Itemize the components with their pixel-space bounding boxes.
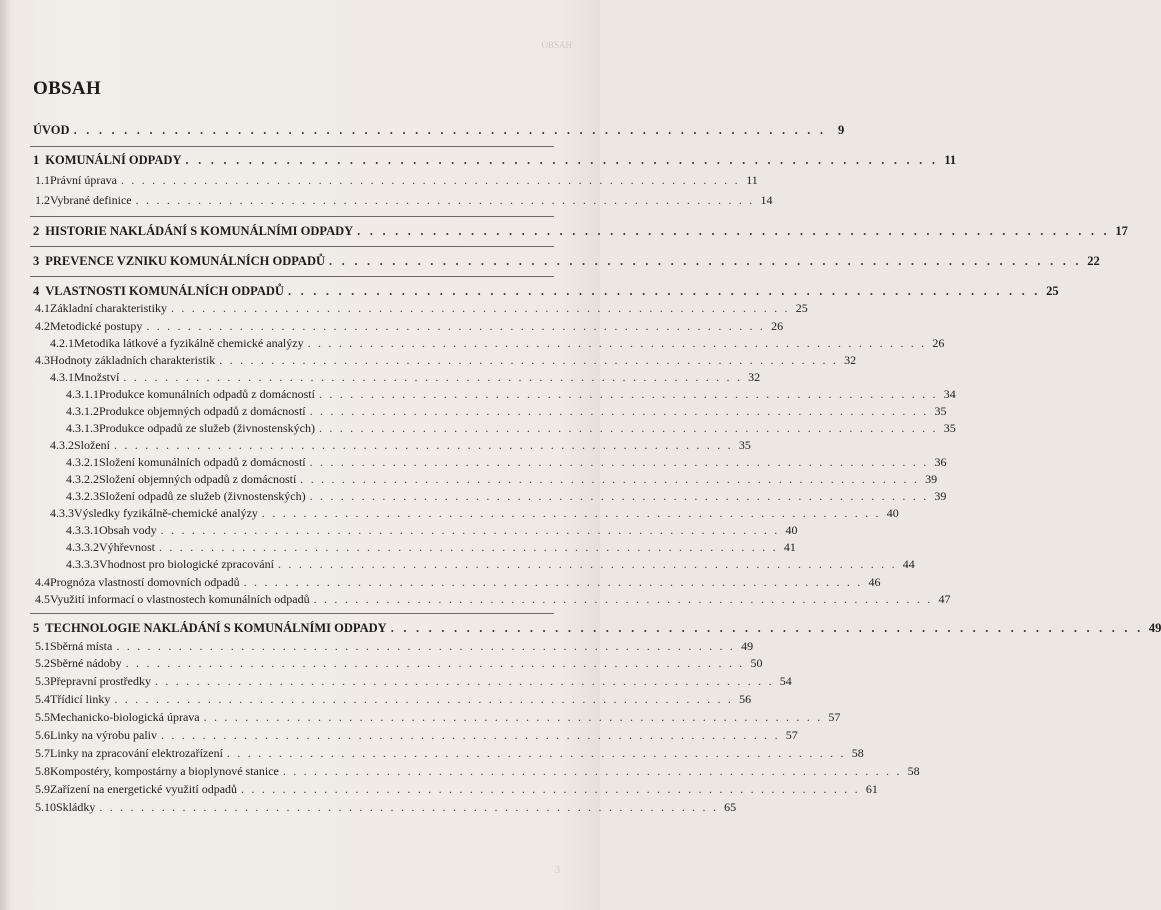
toc-entry-number: 1.1: [35, 173, 50, 187]
toc-entry-page: 46: [868, 575, 881, 589]
dot-leader: . . . . . . . . . . . . . . . . . . . . . . . . . . . . . . . . . . . . . . . . . . . . . . . . . . . . . . . . . . . .: [309, 455, 929, 469]
toc-entry[interactable]: [35, 710, 841, 726]
toc-entry-page: 34: [943, 387, 956, 401]
toc-entry-number: 4.2.1: [50, 336, 74, 350]
toc-entry-page: 25: [1046, 284, 1059, 298]
toc-entry[interactable]: [35, 173, 758, 189]
toc-entry-page: 11: [944, 153, 957, 167]
toc-entry-page: 39: [934, 489, 947, 503]
toc-entry-page: 17: [1115, 224, 1128, 238]
toc-entry[interactable]: [35, 692, 752, 708]
section-divider: [30, 613, 554, 614]
dot-leader: . . . . . . . . . . . . . . . . . . . . . . . . . . . . . . . . . . . . . . . . . . . . . . . . . . . . . . . . . . . .: [329, 254, 1082, 268]
toc-entry-label: Vybrané definice: [50, 193, 132, 207]
toc-entry-label: Složení komunálních odpadů z domácností: [99, 455, 306, 469]
toc-entry[interactable]: [66, 455, 947, 471]
toc-entry[interactable]: [33, 224, 1128, 240]
toc-entry[interactable]: [35, 746, 864, 762]
toc-entry[interactable]: [35, 656, 763, 672]
toc-entry-label: Výhřevnost: [99, 540, 155, 554]
toc-entry[interactable]: [33, 254, 1100, 270]
toc-entry-page: 57: [785, 728, 798, 742]
toc-entry-page: 40: [886, 506, 899, 520]
toc-entry-number: 5.10: [35, 800, 56, 814]
toc-entry-number: 4.3: [35, 353, 50, 367]
dot-leader: . . . . . . . . . . . . . . . . . . . . . . . . . . . . . . . . . . . . . . . . . . . . . . . . . . . . . . . . . . . .: [226, 746, 846, 760]
toc-entry-page: 44: [902, 557, 915, 571]
toc-entry[interactable]: [66, 489, 947, 505]
toc-entry-label: KOMUNÁLNÍ ODPADY: [45, 153, 182, 167]
toc-entry[interactable]: [66, 421, 956, 437]
toc-entry-page: 50: [750, 656, 763, 670]
toc-entry-label: Množství: [74, 370, 120, 384]
toc-entry[interactable]: [35, 800, 737, 816]
dot-leader: . . . . . . . . . . . . . . . . . . . . . . . . . . . . . . . . . . . . . . . . . . . . . . . . . . . . . . . . . . . .: [123, 370, 743, 384]
dot-leader: . . . . . . . . . . . . . . . . . . . . . . . . . . . . . . . . . . . . . . . . . . . . . . . . . . . . . . . . . . . .: [243, 575, 863, 589]
toc-entry-page: 26: [771, 319, 784, 333]
dot-leader: . . . . . . . . . . . . . . . . . . . . . . . . . . . . . . . . . . . . . . . . . . . . . . . . . . . . . . . . . . . .: [300, 472, 920, 486]
toc-entry[interactable]: [50, 438, 751, 454]
toc-entry[interactable]: [35, 592, 951, 608]
toc-entry[interactable]: [33, 153, 957, 169]
toc-entry-page: 35: [943, 421, 956, 435]
dot-leader: . . . . . . . . . . . . . . . . . . . . . . . . . . . . . . . . . . . . . . . . . . . . . . . . . . . . . . . . . . . .: [219, 353, 839, 367]
toc-entry-page: 36: [934, 455, 947, 469]
toc-entry-page: 35: [934, 404, 947, 418]
toc-entry[interactable]: [50, 370, 761, 386]
toc-entry-number: 4.5: [35, 592, 50, 606]
dot-leader: . . . . . . . . . . . . . . . . . . . . . . . . . . . . . . . . . . . . . . . . . . . . . . . . . . . . . . . . . . . .: [241, 782, 860, 796]
toc-entry-number: 4.4: [35, 575, 50, 589]
toc-entry[interactable]: [35, 301, 808, 317]
toc-entry-label: Přepravní prostředky: [50, 674, 151, 688]
toc-entry-number: 4.3.3.2: [66, 540, 99, 554]
dot-leader: . . . . . . . . . . . . . . . . . . . . . . . . . . . . . . . . . . . . . . . . . . . . . . . . . . . . . . . . . . . .: [114, 438, 733, 452]
toc-entry-number: 2: [33, 224, 40, 238]
dot-leader: . . . . . . . . . . . . . . . . . . . . . . . . . . . . . . . . . . . . . . . . . . . . . . . . . . . . . . . . . . . .: [170, 301, 790, 315]
toc-entry-label: Právní úprava: [50, 173, 117, 187]
toc-entry-number: 1: [33, 153, 40, 167]
toc-entry-number: 1.2: [35, 193, 50, 207]
toc-entry-label: Využití informací o vlastnostech komunálních odpadů: [50, 592, 310, 606]
toc-entry-label: Skládky: [56, 800, 96, 814]
toc-entry-page: 58: [851, 746, 864, 760]
toc-entry-label: Základní charakteristiky: [50, 301, 167, 315]
toc-entry-page: 58: [907, 764, 920, 778]
toc-entry-page: 40: [785, 523, 798, 537]
toc-entry-number: 4.3.3.1: [66, 523, 99, 537]
toc-entry[interactable]: [35, 764, 920, 780]
toc-entry-page: 57: [828, 710, 841, 724]
toc-entry-page: 35: [738, 438, 751, 452]
dot-leader: . . . . . . . . . . . . . . . . . . . . . . . . . . . . . . . . . . . . . . . . . . . . . . . . . . . . . . . . . . . .: [116, 639, 736, 653]
toc-entry-number: 3: [33, 254, 40, 268]
toc-entry-number: 5.4: [35, 692, 50, 706]
dot-leader: . . . . . . . . . . . . . . . . . . . . . . . . . . . . . . . . . . . . . . . . . . . . . . . . . . . . . . . . . . . .: [282, 764, 902, 778]
page-title: OBSAH: [33, 78, 102, 99]
toc-entry-label: ÚVOD: [33, 123, 70, 137]
toc-entry-label: Metodické postupy: [50, 319, 143, 333]
toc-entry-number: 5.5: [35, 710, 50, 724]
toc-entry-label: Sběrné nádoby: [50, 656, 122, 670]
dot-leader: . . . . . . . . . . . . . . . . . . . . . . . . . . . . . . . . . . . . . . . . . . . . . . . . . . . . . . . . . . . .: [287, 284, 1041, 298]
dot-leader: . . . . . . . . . . . . . . . . . . . . . . . . . . . . . . . . . . . . . . . . . . . . . . . . . . . . . . . . . . . .: [99, 800, 719, 814]
toc-entry-number: 5.9: [35, 782, 50, 796]
toc-entry-number: 4.3.1: [50, 370, 74, 384]
toc-entry-number: 4.3.2.2: [66, 472, 99, 486]
dot-leader: . . . . . . . . . . . . . . . . . . . . . . . . . . . . . . . . . . . . . . . . . . . . . . . . . . . . . . . . . . . .: [318, 421, 938, 435]
toc-entry-label: Prognóza vlastností domovních odpadů: [50, 575, 240, 589]
toc-entry[interactable]: [35, 575, 881, 591]
toc-entry-label: HISTORIE NAKLÁDÁNÍ S KOMUNÁLNÍMI ODPADY: [45, 224, 354, 238]
toc-entry[interactable]: [50, 336, 945, 352]
dot-leader: . . . . . . . . . . . . . . . . . . . . . . . . . . . . . . . . . . . . . . . . . . . . . . . . . . . . . . . . . . . .: [120, 173, 740, 187]
dot-leader: . . . . . . . . . . . . . . . . . . . . . . . . . . . . . . . . . . . . . . . . . . . . . . . . . . . . . . . . . . . .: [261, 506, 881, 520]
toc-entry-page: 47: [938, 592, 951, 606]
toc-entry-label: Produkce odpadů ze služeb (živnostenských): [99, 421, 315, 435]
toc-entry-number: 4: [33, 284, 40, 298]
toc-entry[interactable]: [66, 404, 947, 420]
dot-leader: . . . . . . . . . . . . . . . . . . . . . . . . . . . . . . . . . . . . . . . . . . . . . . . . . . . . . . . . . . . .: [125, 656, 745, 670]
dot-leader: . . . . . . . . . . . . . . . . . . . . . . . . . . . . . . . . . . . . . . . . . . . . . . . . . . . . . . . . . . . .: [185, 153, 939, 167]
dot-leader: . . . . . . . . . . . . . . . . . . . . . . . . . . . . . . . . . . . . . . . . . . . . . . . . . . . . . . . . . . . .: [357, 224, 1110, 238]
toc-entry-label: VLASTNOSTI KOMUNÁLNÍCH ODPADŮ: [45, 284, 284, 298]
dot-leader: . . . . . . . . . . . . . . . . . . . . . . . . . . . . . . . . . . . . . . . . . . . . . . . . . . . . . . . . . . . .: [146, 319, 766, 333]
toc-entry[interactable]: [35, 319, 784, 335]
toc-entry-number: 4.3.2: [50, 438, 74, 452]
toc-entry-label: Třídicí linky: [50, 692, 111, 706]
toc-entry-number: 4.3.3: [50, 506, 74, 520]
toc-entry[interactable]: [66, 387, 956, 403]
toc-entry-page: 32: [844, 353, 857, 367]
toc-entry-page: 49: [741, 639, 754, 653]
dot-leader: . . . . . . . . . . . . . . . . . . . . . . . . . . . . . . . . . . . . . . . . . . . . . . . . . . . . . . . . . . . .: [313, 592, 933, 606]
toc-entry[interactable]: [35, 728, 798, 744]
toc-entry-page: 41: [783, 540, 796, 554]
toc-entry-page: 11: [746, 173, 758, 187]
dot-leader: . . . . . . . . . . . . . . . . . . . . . . . . . . . . . . . . . . . . . . . . . . . . . . . . . . . . . . . . . . . .: [159, 540, 778, 554]
toc-entry-label: Složení: [74, 438, 110, 452]
toc-entry-number: 5.3: [35, 674, 50, 688]
toc-entry-page: 54: [779, 674, 792, 688]
toc-entry-number: 5.6: [35, 728, 50, 742]
toc-entry-number: 4.2: [35, 319, 50, 333]
toc-entry[interactable]: [66, 472, 938, 488]
toc-entry-page: 22: [1087, 254, 1100, 268]
dot-leader: . . . . . . . . . . . . . . . . . . . . . . . . . . . . . . . . . . . . . . . . . . . . . . . . . . . . . . . . . . . .: [135, 193, 755, 207]
toc-entry-number: 4.3.1.2: [66, 404, 99, 418]
dot-leader: . . . . . . . . . . . . . . . . . . . . . . . . . . . . . . . . . . . . . . . . . . . . . . . . . . . . . . . . . . . .: [160, 523, 780, 537]
section-divider: [30, 216, 554, 217]
dot-leader: . . . . . . . . . . . . . . . . . . . . . . . . . . . . . . . . . . . . . . . . . . . . . . . . . . . . . . . . . . . .: [154, 674, 774, 688]
toc-entry[interactable]: [66, 540, 796, 556]
section-divider: [30, 246, 554, 247]
toc-entry-number: 4.1: [35, 301, 50, 315]
toc-entry-label: TECHNOLOGIE NAKLÁDÁNÍ S KOMUNÁLNÍMI ODPADY: [45, 621, 387, 635]
toc-entry-page: 26: [932, 336, 945, 350]
toc-entry[interactable]: [33, 621, 1161, 637]
toc-entry-number: 4.3.3.3: [66, 557, 99, 571]
toc-entry-page: 9: [838, 123, 845, 137]
toc-entry-page: 65: [724, 800, 737, 814]
toc-entry-label: Výsledky fyzikálně-chemické analýzy: [74, 506, 258, 520]
toc-entry[interactable]: [35, 639, 754, 655]
dot-leader: . . . . . . . . . . . . . . . . . . . . . . . . . . . . . . . . . . . . . . . . . . . . . . . . . . . . . . . . . . . .: [277, 557, 897, 571]
toc-entry[interactable]: [50, 506, 899, 522]
toc-entry[interactable]: [66, 523, 798, 539]
toc-entry-number: 5.1: [35, 639, 50, 653]
toc-entry-label: Mechanicko-biologická úprava: [50, 710, 200, 724]
toc-entry[interactable]: [35, 193, 773, 209]
toc-entry-page: 56: [739, 692, 752, 706]
toc-entry-number: 4.3.2.3: [66, 489, 99, 503]
toc-entry-label: Kompostéry, kompostárny a bioplynové stanice: [50, 764, 279, 778]
toc-entry-page: 39: [925, 472, 938, 486]
toc-entry-number: 5.2: [35, 656, 50, 670]
bleed-through-header: OBSAH: [541, 40, 572, 50]
toc-entry-label: Produkce komunálních odpadů z domácností: [99, 387, 315, 401]
toc-entry-label: Linky na zpracování elektrozařízení: [50, 746, 223, 760]
toc-entry-number: 4.3.2.1: [66, 455, 99, 469]
toc-entry-label: Obsah vody: [99, 523, 157, 537]
toc-entry-label: Složení objemných odpadů z domácností: [99, 472, 297, 486]
dot-leader: . . . . . . . . . . . . . . . . . . . . . . . . . . . . . . . . . . . . . . . . . . . . . . . . . . . . . . . . . . . .: [160, 728, 780, 742]
section-divider: [30, 146, 554, 147]
dot-leader: . . . . . . . . . . . . . . . . . . . . . . . . . . . . . . . . . . . . . . . . . . . . . . . . . . . . . . . . . . . .: [309, 404, 929, 418]
toc-entry-page: 25: [795, 301, 808, 315]
dot-leader: . . . . . . . . . . . . . . . . . . . . . . . . . . . . . . . . . . . . . . . . . . . . . . . . . . . . . . . . . . . .: [390, 621, 1144, 635]
toc-entry-label: PREVENCE VZNIKU KOMUNÁLNÍCH ODPADŮ: [45, 254, 326, 268]
toc-entry-label: Linky na výrobu paliv: [50, 728, 157, 742]
toc-entry-number: 4.3.1.3: [66, 421, 99, 435]
toc-entry-number: 5.8: [35, 764, 50, 778]
toc-entry-number: 4.3.1.1: [66, 387, 99, 401]
toc-entry-page: 61: [865, 782, 878, 796]
toc-entry-page: 49: [1148, 621, 1161, 635]
bleed-through-page-number: 3: [555, 865, 560, 876]
toc-entry-label: Produkce objemných odpadů z domácností: [99, 404, 306, 418]
toc-entry[interactable]: [35, 674, 792, 690]
toc-entry-number: 5: [33, 621, 40, 635]
toc-entry[interactable]: [33, 123, 845, 139]
toc-entry-label: Složení odpadů ze služeb (živnostenských): [99, 489, 306, 503]
dot-leader: . . . . . . . . . . . . . . . . . . . . . . . . . . . . . . . . . . . . . . . . . . . . . . . . . . . . . . . . . . . .: [307, 336, 927, 350]
dot-leader: . . . . . . . . . . . . . . . . . . . . . . . . . . . . . . . . . . . . . . . . . . . . . . . . . . . . . . . . . . . .: [114, 692, 734, 706]
toc-entry-page: 14: [760, 193, 773, 207]
toc-entry-page: 32: [748, 370, 761, 384]
toc-entry[interactable]: [33, 284, 1059, 300]
toc-entry[interactable]: [66, 557, 915, 573]
dot-leader: . . . . . . . . . . . . . . . . . . . . . . . . . . . . . . . . . . . . . . . . . . . . . . . . . . . . . . . . . . . .: [203, 710, 823, 724]
dot-leader: . . . . . . . . . . . . . . . . . . . . . . . . . . . . . . . . . . . . . . . . . . . . . . . . . . . . . . . . . . . .: [309, 489, 929, 503]
toc-entry-label: Metodika látkové a fyzikálně chemické analýzy: [74, 336, 304, 350]
toc-entry-label: Vhodnost pro biologické zpracování: [99, 557, 274, 571]
dot-leader: . . . . . . . . . . . . . . . . . . . . . . . . . . . . . . . . . . . . . . . . . . . . . . . . . . . . . . . . . . . .: [318, 387, 938, 401]
toc-entry-number: 5.7: [35, 746, 50, 760]
toc-entry-label: Zařízení na energetické využití odpadů: [50, 782, 238, 796]
dot-leader: . . . . . . . . . . . . . . . . . . . . . . . . . . . . . . . . . . . . . . . . . . . . . . . . . . . . . . . . . . . .: [73, 123, 827, 137]
toc-entry-label: Sběrná místa: [50, 639, 113, 653]
toc-entry-label: Hodnoty základních charakteristik: [50, 353, 216, 367]
section-divider: [30, 276, 554, 277]
toc-entry[interactable]: [35, 353, 857, 369]
toc-entry[interactable]: [35, 782, 878, 798]
